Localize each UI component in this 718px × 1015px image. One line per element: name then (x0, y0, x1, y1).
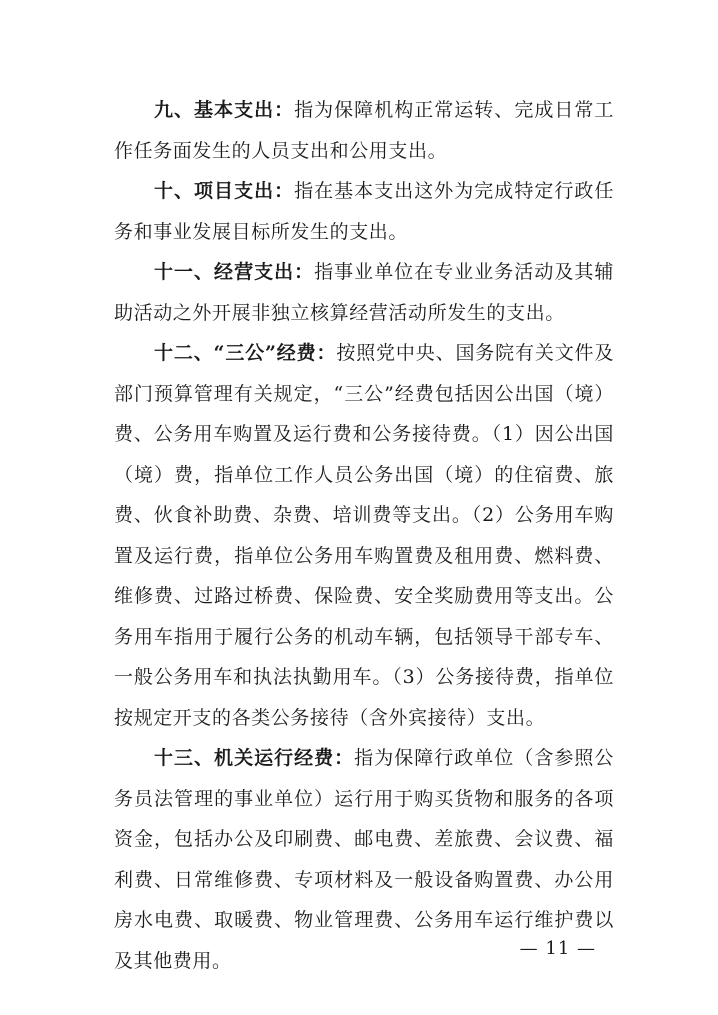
term-heading: 九、基本支出： (154, 99, 295, 121)
term-heading: 十三、机关运行经费： (154, 747, 355, 769)
term-heading: 十一、经营支出： (154, 261, 315, 283)
paragraph-basic-expenditure (114, 90, 614, 171)
paragraph-operating-expenditure (114, 252, 614, 333)
term-definition: 按照党中央、国务院有关文件及部门预算管理有关规定，“三公”经费包括因公出国（境）费、公务用车购置及运行费和公务接待费。（1）因公出国（境）费，指单位工作人员公务出国（境）的住宿费、旅费、伙食补助费、杂费、培训费等支出。（2）公务用车购置及运行费，指单位公务用车购置费及租用费、燃料费、维修费、过路过桥费、保险费、安全奖励费用等支出。公务用车指用于履行公务的机动车辆，包括领导干部专车、一般公务用车和执法执勤用车。（3）公务接待费，指单位按规定开支的各类公务接待（含外宾接待）支出。 (114, 342, 615, 729)
term-definition: 指在基本支出这外为完成特定行政任务和事业发展目标所发生的支出。 (114, 180, 614, 243)
paragraph-project-expenditure (114, 171, 614, 252)
term-definition: 指为保障机构正常运转、完成日常工作任务面发生的人员支出和公用支出。 (114, 99, 614, 162)
term-heading: 十二、“三公”经费： (154, 342, 337, 364)
term-heading: 十、项目支出： (154, 180, 295, 202)
term-definition: 指事业单位在专业业务活动及其辅助活动之外开展非独立核算经营活动所发生的支出。 (114, 261, 614, 324)
paragraph-three-public-expenses (114, 333, 614, 738)
page-number: — 11 — (519, 938, 596, 959)
term-definition: 指为保障行政单位（含参照公务员法管理的事业单位）运行用于购买货物和服务的各项资金，包括办公及印刷费、邮电费、差旅费、会议费、福利费、日常维修费、专项材料及一般设备购置费、办公用房水电费、取暖费、物业管理费、公务用车运行维护费以及其他费用。 (114, 747, 614, 972)
document-body (114, 90, 614, 981)
